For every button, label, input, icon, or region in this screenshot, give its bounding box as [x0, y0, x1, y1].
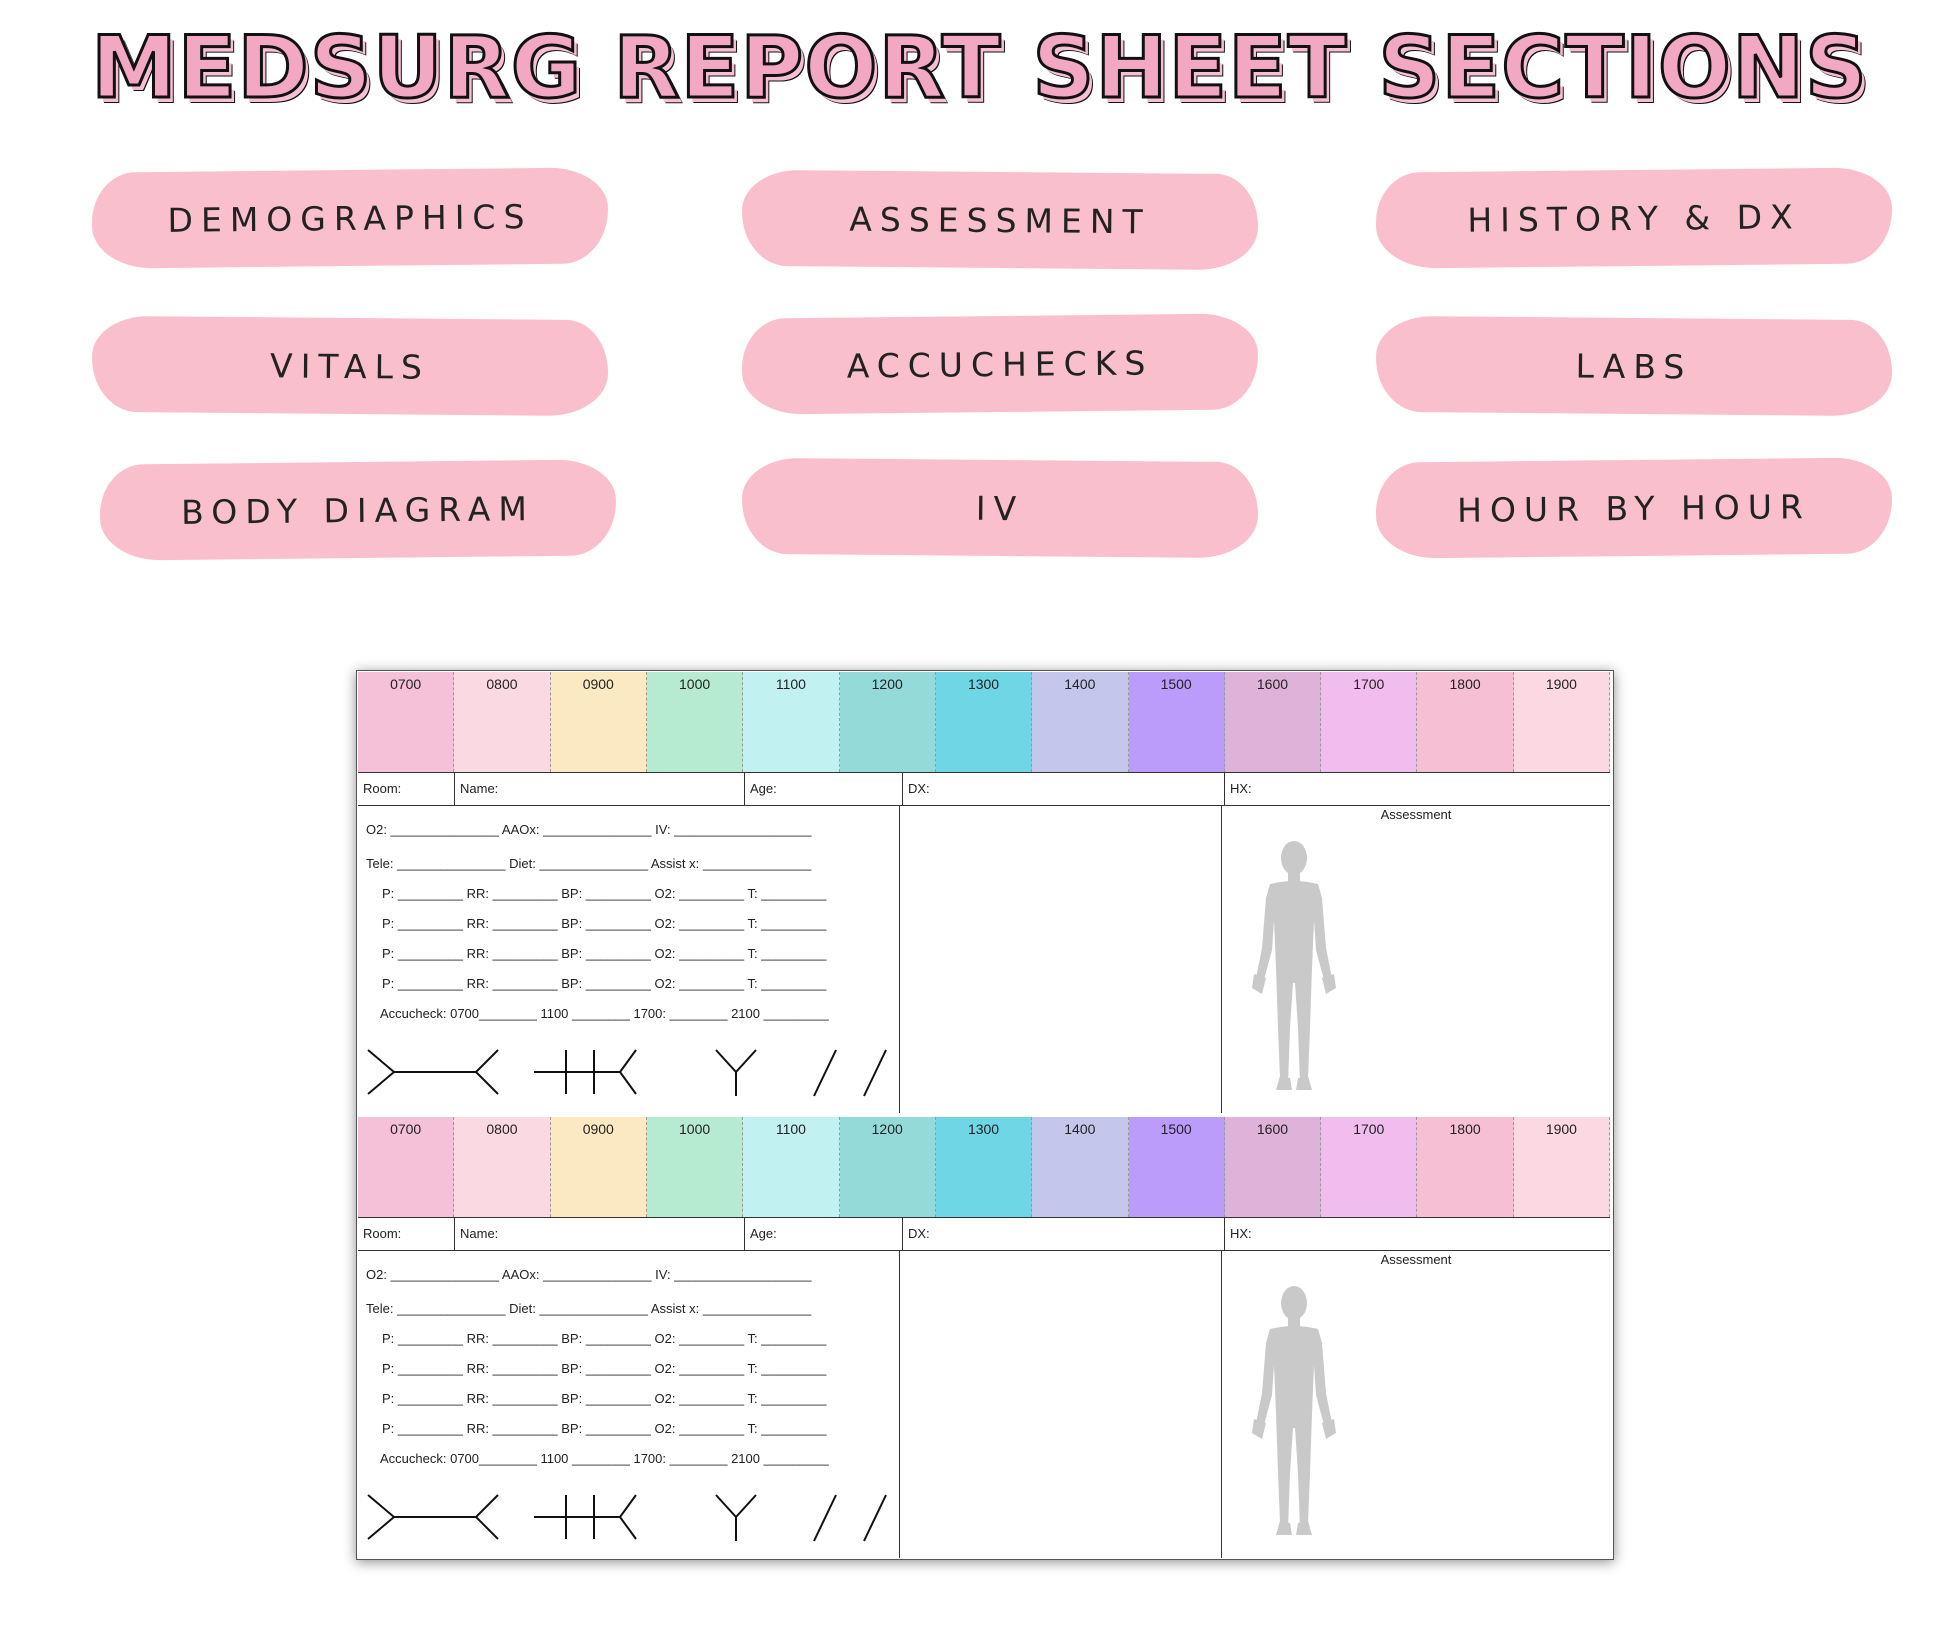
hour-cell: 0700 — [358, 1117, 454, 1217]
vitals-area — [358, 806, 900, 1113]
hx-label: HX: — [1230, 1226, 1252, 1241]
hour-cell: 1200 — [840, 1117, 936, 1217]
section-pill-body-diagram: BODY DIAGRAM — [100, 459, 617, 560]
report-sheet-preview — [356, 670, 1614, 1560]
o2-line: O2: _______________ AAOx: _______________ IV: ___________________ — [366, 822, 812, 837]
hour-cell: 1800 — [1417, 672, 1513, 772]
vitals-line: P: _________ RR: _________ BP: _________ O2: _________ T: _________ — [382, 1391, 827, 1406]
patient-block-2 — [356, 1115, 1614, 1560]
assessment-label: Assessment — [1380, 1252, 1452, 1267]
vitals-line: P: _________ RR: _________ BP: _________ O2: _________ T: _________ — [382, 1421, 827, 1436]
section-pill-iv: IV — [742, 458, 1259, 558]
age-label: Age: — [745, 1218, 903, 1250]
room-label: Room: — [358, 1218, 455, 1250]
assessment-area — [1222, 1251, 1610, 1558]
assessment-area — [1222, 806, 1610, 1113]
section-pill-labs: LABS — [1376, 316, 1893, 416]
lab-fishbone-diagrams — [366, 1044, 896, 1104]
section-pill-vitals: VITALS — [92, 316, 609, 416]
demographics-row — [358, 1217, 1610, 1251]
vitals-line: P: _________ RR: _________ BP: _________ O2: _________ T: _________ — [382, 916, 827, 931]
hour-cell: 0900 — [551, 1117, 647, 1217]
hour-cell: 1400 — [1032, 1117, 1128, 1217]
vitals-line: P: _________ RR: _________ BP: _________ O2: _________ T: _________ — [382, 1361, 827, 1376]
page-title: MEDSURG REPORT SHEET SECTIONS — [91, 18, 1868, 118]
hour-cell: 1100 — [743, 672, 839, 772]
hour-row — [358, 672, 1610, 772]
dx-label: DX: — [903, 1218, 1225, 1250]
hour-cell: 1200 — [840, 672, 936, 772]
vitals-line: P: _________ RR: _________ BP: _________ O2: _________ T: _________ — [382, 946, 827, 961]
hour-cell: 1600 — [1225, 1117, 1321, 1217]
hour-cell: 0800 — [454, 1117, 550, 1217]
notes-area — [900, 1251, 1222, 1558]
hour-row — [358, 1117, 1610, 1217]
hour-cell: 1000 — [647, 1117, 743, 1217]
vitals-line: P: _________ RR: _________ BP: _________ O2: _________ T: _________ — [382, 886, 827, 901]
section-pill-hour-by-hour: HOUR BY HOUR — [1376, 457, 1893, 558]
body-figure-icon — [1242, 838, 1346, 1098]
name-label: Name: — [455, 1218, 745, 1250]
vitals-line: P: _________ RR: _________ BP: _________ O2: _________ T: _________ — [382, 1331, 827, 1346]
notes-area — [900, 806, 1222, 1113]
hour-cell: 0800 — [454, 672, 550, 772]
tele-line: Tele: _______________ Diet: _______________ Assist x: _______________ — [366, 1301, 812, 1316]
body-figure-icon — [1242, 1283, 1346, 1543]
hour-cell: 0900 — [551, 672, 647, 772]
hx-label: HX: — [1230, 781, 1252, 796]
hour-cell: 1900 — [1514, 1117, 1610, 1217]
o2-line: O2: _______________ AAOx: _______________ IV: ___________________ — [366, 1267, 812, 1282]
assessment-label: Assessment — [1380, 807, 1452, 822]
hour-cell: 1400 — [1032, 672, 1128, 772]
patient-block-1 — [356, 670, 1614, 1115]
section-pill-history-dx: HISTORY & DX — [1376, 167, 1893, 268]
hour-cell: 1500 — [1129, 1117, 1225, 1217]
age-label: Age: — [745, 773, 903, 805]
section-pill-assessment: ASSESSMENT — [742, 170, 1259, 270]
hour-cell: 1900 — [1514, 672, 1610, 772]
room-label: Room: — [358, 773, 455, 805]
vitals-line: P: _________ RR: _________ BP: _________ O2: _________ T: _________ — [382, 976, 827, 991]
vitals-area — [358, 1251, 900, 1558]
lab-fishbone-diagrams — [366, 1489, 896, 1549]
tele-line: Tele: _______________ Diet: _______________ Assist x: _______________ — [366, 856, 812, 871]
hour-cell: 1100 — [743, 1117, 839, 1217]
hour-cell: 1700 — [1321, 1117, 1417, 1217]
demographics-row — [358, 772, 1610, 806]
hour-cell: 1300 — [936, 1117, 1032, 1217]
section-pill-accuchecks: ACCUCHECKS — [742, 313, 1259, 414]
hour-cell: 1300 — [936, 672, 1032, 772]
hour-cell: 1800 — [1417, 1117, 1513, 1217]
hour-cell: 1000 — [647, 672, 743, 772]
accucheck-line: Accucheck: 0700________ 1100 ________ 1700: ________ 2100 _________ — [380, 1451, 829, 1466]
hour-cell: 1500 — [1129, 672, 1225, 772]
dx-label: DX: — [903, 773, 1225, 805]
hour-cell: 0700 — [358, 672, 454, 772]
section-pill-demographics: DEMOGRAPHICS — [92, 167, 609, 268]
hour-cell: 1600 — [1225, 672, 1321, 772]
name-label: Name: — [455, 773, 745, 805]
hour-cell: 1700 — [1321, 672, 1417, 772]
accucheck-line: Accucheck: 0700________ 1100 ________ 1700: ________ 2100 _________ — [380, 1006, 829, 1021]
